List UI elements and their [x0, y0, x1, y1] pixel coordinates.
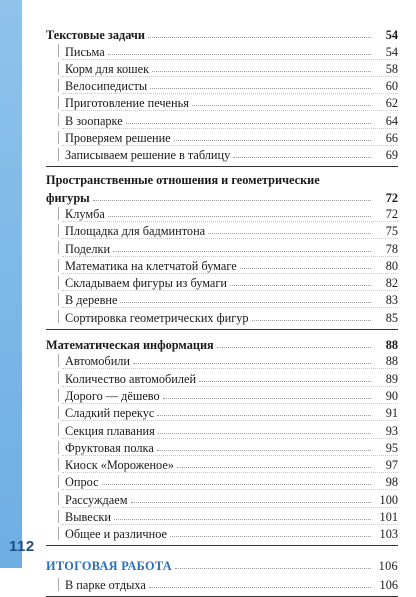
- toc-item-label: Корм для кошек: [65, 61, 150, 76]
- toc-item[interactable]: [46, 222, 398, 239]
- toc-page-number: 83: [385, 293, 398, 308]
- toc-page-number: 72: [385, 206, 398, 221]
- toc-item-label: Велосипедисты: [65, 79, 148, 94]
- toc-item-label: Поделки: [65, 241, 111, 256]
- toc-item[interactable]: [46, 146, 398, 162]
- toc-item-label: Клумба: [65, 206, 105, 221]
- toc-page-number: 85: [385, 310, 398, 325]
- toc-page-number: 88: [385, 354, 398, 369]
- toc-heading-label: Текстовые задачи: [46, 28, 145, 43]
- toc-page-number: 88: [385, 338, 398, 353]
- toc-item-label: Площадка для бадминтона: [65, 224, 206, 239]
- toc-item-label: Записываем решение в таблицу: [65, 148, 231, 163]
- toc-leader-dots: [108, 54, 371, 55]
- toc-item[interactable]: [46, 42, 398, 59]
- toc-page-number: 95: [385, 440, 398, 455]
- toc-item[interactable]: [46, 576, 398, 592]
- toc-final-heading[interactable]: [46, 556, 398, 572]
- toc-leader-dots: [208, 233, 371, 234]
- toc-item[interactable]: [46, 129, 398, 146]
- toc-item[interactable]: [46, 60, 398, 77]
- toc-section-heading[interactable]: [46, 26, 398, 42]
- toc-page-number: 66: [385, 131, 398, 146]
- toc-leader-dots: [152, 71, 371, 72]
- toc-item-label: Киоск «Мороженое»: [65, 458, 174, 473]
- toc-page-number: 80: [385, 258, 398, 273]
- toc-page-number: 78: [385, 241, 398, 256]
- toc-page-number: 106: [379, 577, 398, 592]
- toc-leader-dots: [174, 140, 371, 141]
- toc-item-label: В парке отдыха: [65, 577, 146, 592]
- toc-item[interactable]: [46, 404, 398, 421]
- toc-item-label: Сортировка геометрических фигур: [65, 310, 249, 325]
- toc-leader-dots: [150, 88, 371, 89]
- toc-page-number: 91: [385, 406, 398, 421]
- toc-heading-line1[interactable]: Пространственные отношения и геометрические: [46, 173, 320, 188]
- toc-heading-label: Математическая информация: [46, 338, 214, 353]
- toc-page-number: 89: [385, 371, 398, 386]
- toc-leader-dots: [133, 363, 371, 364]
- toc-section-heading[interactable]: [46, 336, 398, 352]
- toc-section-geometry: [46, 173, 398, 329]
- toc-page-number: 62: [385, 96, 398, 111]
- toc-item[interactable]: [46, 456, 398, 473]
- toc-item-label: Проверяем решение: [65, 131, 171, 146]
- toc-leader-dots: [148, 37, 371, 38]
- toc-item-label: Фруктовая полка: [65, 440, 154, 455]
- toc-leader-dots: [157, 450, 371, 451]
- toc-item-label: Секция плавания: [65, 423, 155, 438]
- toc-item-label: Общее и различное: [65, 527, 167, 542]
- toc-item[interactable]: [46, 421, 398, 438]
- toc-leader-dots: [233, 157, 371, 158]
- toc-item[interactable]: [46, 490, 398, 507]
- toc-heading-label: фигуры: [46, 190, 90, 205]
- toc-item[interactable]: [46, 525, 398, 541]
- toc-page-number: 97: [385, 458, 398, 473]
- toc-leader-dots: [157, 415, 371, 416]
- toc-page-number: 69: [385, 148, 398, 163]
- toc-leader-dots: [240, 268, 371, 269]
- toc-item[interactable]: [46, 94, 398, 111]
- toc-section-heading[interactable]: [46, 188, 398, 204]
- toc-leader-dots: [108, 216, 371, 217]
- toc-item-label: Опрос: [65, 475, 99, 490]
- toc-page-number: 60: [385, 79, 398, 94]
- toc-leader-dots: [149, 587, 371, 588]
- toc-item-label: Приготовление печенья: [65, 96, 189, 111]
- toc-leader-dots: [114, 519, 371, 520]
- toc-leader-dots: [158, 433, 371, 434]
- toc-leader-dots: [252, 320, 371, 321]
- toc-leader-dots: [177, 467, 371, 468]
- toc-section-final-work: [46, 556, 398, 597]
- toc-leader-dots: [102, 484, 371, 485]
- toc-page-number: 54: [385, 44, 398, 59]
- toc-page-number: 82: [385, 276, 398, 291]
- toc-item[interactable]: [46, 111, 398, 128]
- toc-item[interactable]: [46, 239, 398, 256]
- toc-item[interactable]: [46, 77, 398, 94]
- toc-item-label: В зоопарке: [65, 113, 123, 128]
- toc-leader-dots: [120, 302, 371, 303]
- toc-leader-dots: [170, 536, 371, 537]
- toc-page-number: 54: [385, 28, 398, 43]
- page-number: 112: [9, 538, 35, 555]
- toc-leader-dots: [230, 285, 371, 286]
- toc-item-label: Дорого — дёшево: [65, 388, 160, 403]
- toc-item[interactable]: [46, 369, 398, 386]
- toc-leader-dots: [93, 200, 371, 201]
- toc-page-number: 106: [378, 558, 398, 573]
- toc-item[interactable]: [46, 308, 398, 324]
- toc-item-label: Рассуждаем: [65, 492, 128, 507]
- toc-item[interactable]: [46, 473, 398, 490]
- toc-page-number: 101: [379, 510, 398, 525]
- toc-leader-dots: [126, 123, 371, 124]
- toc-page-number: 64: [385, 113, 398, 128]
- toc-page-number: 90: [385, 388, 398, 403]
- toc-item[interactable]: [46, 352, 398, 369]
- toc-item[interactable]: [46, 508, 398, 525]
- toc-item-label: Складываем фигуры из бумаги: [65, 276, 227, 291]
- toc-item[interactable]: [46, 291, 398, 308]
- toc-item[interactable]: [46, 205, 398, 222]
- toc-page-number: 93: [385, 423, 398, 438]
- toc-item[interactable]: [46, 439, 398, 456]
- toc-item-label: Письма: [65, 44, 105, 59]
- toc-leader-dots: [163, 398, 371, 399]
- toc-section-text-problems: [46, 26, 398, 167]
- toc-item-label: Количество автомобилей: [65, 371, 197, 386]
- toc-item-label: Сладкий перекус: [65, 406, 155, 421]
- table-of-contents: [46, 26, 398, 597]
- toc-page-number: 100: [379, 492, 398, 507]
- toc-page-number: 58: [385, 61, 398, 76]
- toc-final-label: ИТОГОВАЯ РАБОТА: [46, 558, 172, 573]
- toc-item-label: Вывески: [65, 510, 111, 525]
- toc-item-label: Автомобили: [65, 354, 130, 369]
- toc-leader-dots: [192, 105, 371, 106]
- toc-section-math-info: [46, 336, 398, 547]
- toc-item-label: Математика на клетчатой бумаге: [65, 258, 237, 273]
- toc-leader-dots: [131, 502, 372, 503]
- page-edge-strip: [0, 0, 22, 568]
- toc-item[interactable]: [46, 257, 398, 274]
- toc-page-number: 75: [385, 224, 398, 239]
- toc-page-number: 98: [385, 475, 398, 490]
- toc-item[interactable]: [46, 387, 398, 404]
- toc-leader-dots: [217, 347, 371, 348]
- toc-item[interactable]: [46, 274, 398, 291]
- toc-item-label: В деревне: [65, 293, 118, 308]
- toc-page-number: 103: [379, 527, 398, 542]
- toc-leader-dots: [199, 381, 371, 382]
- toc-leader-dots: [113, 251, 371, 252]
- toc-page-number: 72: [385, 190, 398, 205]
